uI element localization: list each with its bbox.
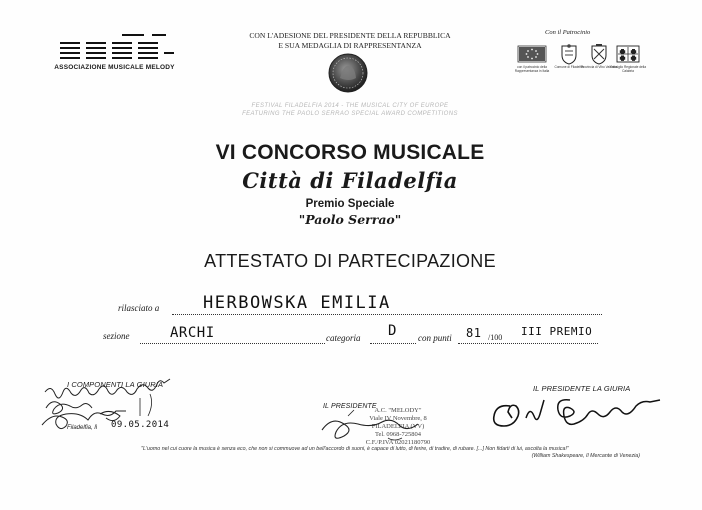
eu-flag-icon bbox=[514, 43, 550, 63]
music-staff-logo-icon bbox=[52, 30, 177, 64]
issued-value: HERBOWSKA EMILIA bbox=[203, 293, 391, 313]
melody-logo bbox=[52, 30, 177, 74]
stamp-line-1: A.C. "MELODY" bbox=[374, 407, 422, 414]
section-dotline bbox=[140, 343, 325, 344]
jury-president-heading: IL PRESIDENTE LA GIURIA bbox=[533, 384, 631, 393]
president-medal-icon bbox=[327, 52, 369, 94]
jury-heading: I COMPONENTI LA GIURIA bbox=[67, 380, 164, 389]
category-value: D bbox=[388, 323, 397, 339]
president-heading: IL PRESIDENTE bbox=[323, 403, 377, 410]
festival-subtitle bbox=[150, 102, 550, 118]
festival-line-1: FESTIVAL FILADELFIA 2014 - THE MUSICAL CITY OF EUROPE bbox=[251, 103, 449, 109]
jury-signatures bbox=[40, 380, 230, 450]
region-crest-icon bbox=[610, 43, 646, 65]
premio-name: "Paolo Serrao" bbox=[298, 212, 402, 227]
jury-president-signature bbox=[488, 392, 678, 442]
adhesion-line-1: CON L'ADESIONE DEL PRESIDENTE DELLA REPUBBLICA bbox=[249, 31, 451, 40]
stamp-line-2: Viale IV Novembre, 8 bbox=[369, 415, 427, 422]
shakespeare-quote bbox=[40, 446, 670, 460]
stamp-line-3: FILADELFIA (VV) bbox=[371, 423, 425, 430]
quote-line-1: "L'uomo nel cui cuore la musica è senza eco, che non si commuove ad un bell'accordo di suoni, è capace di lutto, di ferire, di tradire, di rubare. [...] Non fidarti di lui, ascolta la musica!" bbox=[141, 446, 569, 452]
category-label: categoria bbox=[326, 333, 361, 343]
city-title: Città di Filadelfia bbox=[242, 168, 458, 193]
stamp-line-4: Tel. 0968-725804 bbox=[374, 431, 422, 438]
issued-dotline bbox=[172, 314, 602, 315]
certificate-type: ATTESTATO DI PARTECIPAZIONE bbox=[204, 251, 496, 271]
prize-value: III PREMIO bbox=[521, 325, 593, 338]
adhesion-text bbox=[230, 31, 470, 51]
place-label: Filadelfia, lì bbox=[67, 425, 98, 431]
patron-caption: con il patrocinio della Rappresentanza in Italia bbox=[514, 65, 550, 73]
logo-text: ASSOCIAZIONE MUSICALE MELODY bbox=[54, 64, 175, 71]
section-value: ARCHI bbox=[170, 325, 215, 341]
festival-line-2: FEATURING THE PAOLO SERRAO SPECIAL AWARD COMPETITIONS bbox=[242, 111, 458, 117]
section-label: sezione bbox=[103, 331, 130, 341]
contest-title: VI CONCORSO MUSICALE bbox=[215, 141, 485, 164]
issued-label: rilasciato a bbox=[118, 303, 160, 313]
points-label: con punti bbox=[418, 333, 452, 343]
category-dotline bbox=[370, 343, 416, 344]
premio-label: Premio Speciale bbox=[305, 198, 395, 210]
patron-eu bbox=[514, 43, 550, 73]
patron-regione bbox=[610, 43, 646, 73]
date-value: 09.05.2014 bbox=[111, 420, 170, 430]
points-value: 81 bbox=[466, 326, 482, 340]
patronage-title: Con il Patrocinio bbox=[545, 29, 591, 36]
stamp-line-5: C.F./P.IVA 02021180790 bbox=[365, 439, 431, 446]
president-signature bbox=[318, 408, 428, 448]
points-total: /100 bbox=[488, 333, 503, 342]
patron-caption: Consiglio Regionale della Calabria bbox=[610, 65, 646, 73]
patron-caption: Provincia di Vibo Valentia bbox=[581, 65, 617, 69]
adhesion-line-2: E SUA MEDAGLIA DI RAPPRESENTANZA bbox=[278, 41, 422, 50]
quote-line-2: (William Shakespeare, Il Mercante di Venezia) bbox=[531, 453, 640, 459]
points-dotline bbox=[458, 343, 598, 344]
patron-caption: Comune di Filadelfia bbox=[554, 65, 584, 69]
